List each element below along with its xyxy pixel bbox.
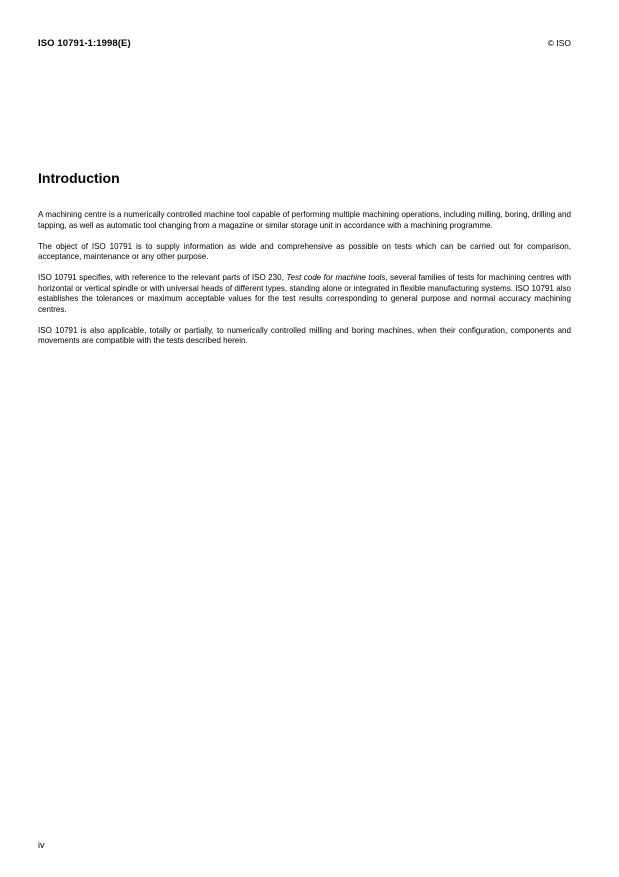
copyright-notice: © ISO xyxy=(547,38,571,48)
cited-title: Test code for machine tools xyxy=(286,273,386,282)
page-header xyxy=(38,38,571,52)
section-title: Introduction xyxy=(38,170,120,186)
paragraph-3-text-end: , several families of tests for machining centres with horizontal or vertical spindle or with universal heads of different types, standing alone or integrated in flexible manufacturing systems. ISO 10791 also establishes the tolerances or maximum acceptable values for the test results corresponding to general purpose and normal accuracy machining centres. xyxy=(38,273,572,314)
introduction-body xyxy=(38,210,571,357)
paragraph-3 xyxy=(38,273,571,315)
paragraph-1: A machining centre is a numerically controlled machine tool capable of performing multiple machining operations, including milling, boring, drilling and tapping, as well as automatic tool changing from a magazine or similar storage unit in accordance with a machining programme. xyxy=(38,210,571,230)
paragraph-4: ISO 10791 is also applicable, totally or partially, to numerically controlled milling and boring machines, when their configuration, components and movements are compatible with the tests described herein. xyxy=(38,325,571,345)
paragraph-3-text-start: ISO 10791 specifies, with reference to the relevant parts of ISO 230, xyxy=(38,273,287,282)
page-number: iv xyxy=(38,840,45,850)
paragraph-2: The object of ISO 10791 is to supply information as wide and comprehensive as possible on tests which can be carried out for comparison, acceptance, maintenance or any other purpose. xyxy=(38,241,571,261)
document-identifier: ISO 10791-1:1998(E) xyxy=(38,38,131,49)
